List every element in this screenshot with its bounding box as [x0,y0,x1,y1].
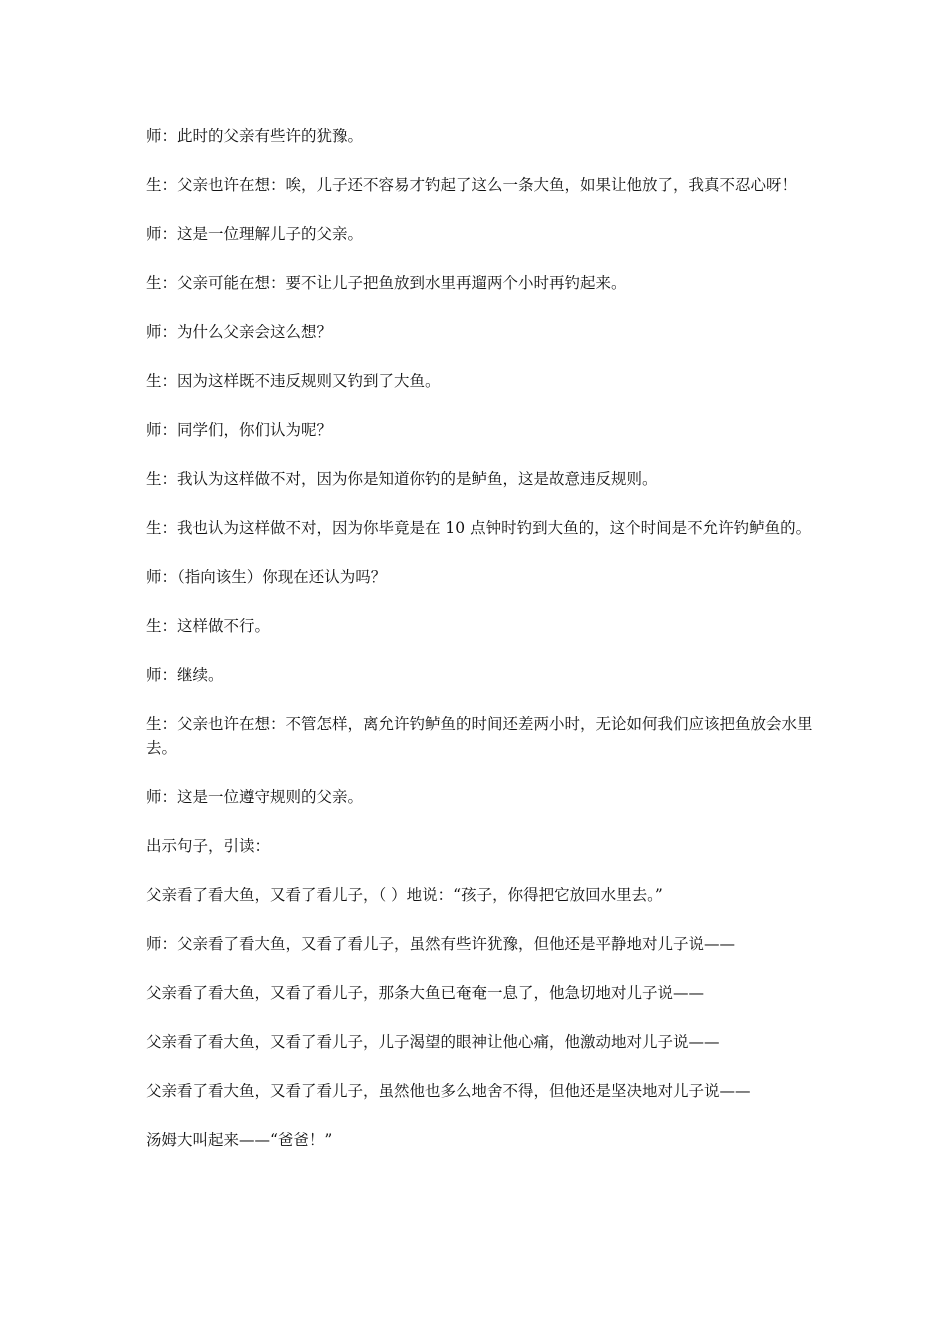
paragraph: 出示句子，引读： [146,837,271,855]
paragraph: 生：父亲也许在想：不管怎样，离允许钓鲈鱼的时间还差两小时，无论如何我们应该把鱼放会水里去。 [146,715,813,757]
paragraph: 师：为什么父亲会这么想？ [146,323,333,341]
paragraph: 生：父亲可能在想：要不让儿子把鱼放到水里再遛两个小时再钓起来。 [146,274,627,292]
paragraph: 生：父亲也许在想：唉，儿子还不容易才钓起了这么一条大鱼，如果让他放了，我真不忍心呀！ [146,176,798,194]
document-body [146,124,816,1177]
paragraph: 父亲看了看大鱼，又看了看儿子，儿子渴望的眼神让他心痛，他激动地对儿子说—— [146,1033,720,1051]
paragraph: 父亲看了看大鱼，又看了看儿子，虽然他也多么地舍不得，但他还是坚决地对儿子说—— [146,1082,751,1100]
paragraph: 生：我也认为这样做不对，因为你毕竟是在 10 点钟时钓到大鱼的，这个时间是不允许钓鲈鱼的。 [146,519,812,537]
paragraph: 父亲看了看大鱼，又看了看儿子，（ ）地说：“孩子，你得把它放回水里去。” [146,886,663,904]
paragraph: 生：这样做不行。 [146,617,271,635]
paragraph: 生：因为这样既不违反规则又钓到了大鱼。 [146,372,441,390]
paragraph: 生：我认为这样做不对，因为你是知道你钓的是鲈鱼，这是故意违反规则。 [146,470,658,488]
paragraph: 师：此时的父亲有些许的犹豫。 [146,127,364,145]
paragraph: 师：继续。 [146,666,224,684]
paragraph: 师：这是一位遵守规则的父亲。 [146,788,364,806]
paragraph: 师：这是一位理解儿子的父亲。 [146,225,364,243]
paragraph: 父亲看了看大鱼，又看了看儿子，那条大鱼已奄奄一息了，他急切地对儿子说—— [146,984,705,1002]
paragraph: 师：（指向该生）你现在还认为吗？ [146,568,387,586]
paragraph: 汤姆大叫起来——“爸爸！” [146,1131,333,1149]
paragraph: 师：同学们，你们认为呢？ [146,421,333,439]
paragraph: 师：父亲看了看大鱼，又看了看儿子，虽然有些许犹豫，但他还是平静地对儿子说—— [146,935,736,953]
